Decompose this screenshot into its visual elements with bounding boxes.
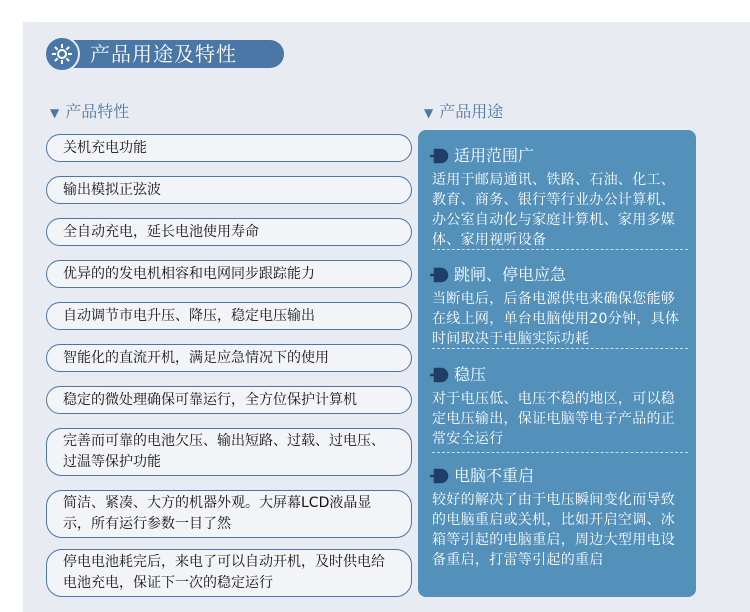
plug-icon xyxy=(428,265,452,285)
divider xyxy=(432,452,688,453)
features-heading xyxy=(50,101,129,123)
feature-item xyxy=(46,344,412,372)
usage-title: 跳闸、停电应急 xyxy=(454,265,567,284)
usage-text: 对于电压低、电压不稳的地区，可以稳定电压输出，保证电脑等电子产品的正常安全运行 xyxy=(432,391,676,447)
divider xyxy=(432,348,688,349)
features-heading-label: 产品特性 xyxy=(65,102,130,121)
feature-text: 自动调节市电升压、降压，稳定电压输出 xyxy=(63,307,315,324)
feature-text: 简洁、紧凑、大方的机器外观。大屏幕LCD液晶显示，所有运行参数一目了然 xyxy=(63,495,372,532)
triangle-down-icon: ▼ xyxy=(424,106,434,120)
feature-text: 稳定的微处理确保可靠运行，全方位保护计算机 xyxy=(63,391,357,408)
feature-item xyxy=(46,549,412,597)
plug-icon xyxy=(428,365,452,385)
usage-text: 较好的解决了由于电压瞬间变化而导致的电脑重启或关机，比如开启空调、冰箱等引起的电脑重启，周边大型用电设备重启，打雷等引起的重启 xyxy=(432,492,676,568)
feature-text: 全自动充电，延长电池使用寿命 xyxy=(63,223,259,240)
section-header xyxy=(44,36,284,72)
usage-item xyxy=(418,263,696,349)
usage-item xyxy=(418,363,696,449)
usage-heading xyxy=(424,101,503,123)
usage-item xyxy=(418,464,696,570)
feature-item xyxy=(46,134,412,162)
divider xyxy=(432,249,688,250)
plug-icon xyxy=(428,466,452,486)
feature-item xyxy=(46,386,412,414)
usage-heading-label: 产品用途 xyxy=(439,102,504,121)
usage-text: 当断电后，后备电源供电来确保您能够在线上网，单台电脑使用20分钟，具体时间取决于电脑实际功耗 xyxy=(432,291,680,347)
page-title: 产品用途及特性 xyxy=(90,42,237,66)
feature-text: 智能化的直流开机，满足应急情况下的使用 xyxy=(63,349,329,366)
gear-icon xyxy=(44,36,80,72)
feature-text: 停电电池耗完后，来电了可以自动开机，及时供电给电池充电，保证下一次的稳定运行 xyxy=(63,554,385,591)
feature-text: 关机充电功能 xyxy=(63,139,147,156)
usage-panel xyxy=(418,130,696,597)
usage-title: 适用范围广 xyxy=(454,146,535,165)
feature-item xyxy=(46,490,412,538)
plug-icon xyxy=(428,146,452,166)
feature-item xyxy=(46,218,412,246)
triangle-down-icon: ▼ xyxy=(50,106,60,120)
usage-title: 电脑不重启 xyxy=(454,466,535,485)
feature-text: 优异的的发电机相容和电网同步跟踪能力 xyxy=(63,265,315,282)
feature-text: 完善而可靠的电池欠压、输出短路、过载、过电压、过温等保护功能 xyxy=(63,433,385,470)
feature-item xyxy=(46,302,412,330)
feature-item xyxy=(46,428,412,476)
feature-item xyxy=(46,260,412,288)
feature-item xyxy=(46,176,412,204)
usage-item xyxy=(418,144,696,250)
usage-title: 稳压 xyxy=(454,365,487,384)
feature-text: 输出模拟正弦波 xyxy=(63,181,161,198)
usage-text: 适用于邮局通讯、铁路、石油、化工、教育、商务、银行等行业办公计算机、办公室自动化与家庭计算机、家用多媒体、家用视听设备 xyxy=(432,172,676,248)
